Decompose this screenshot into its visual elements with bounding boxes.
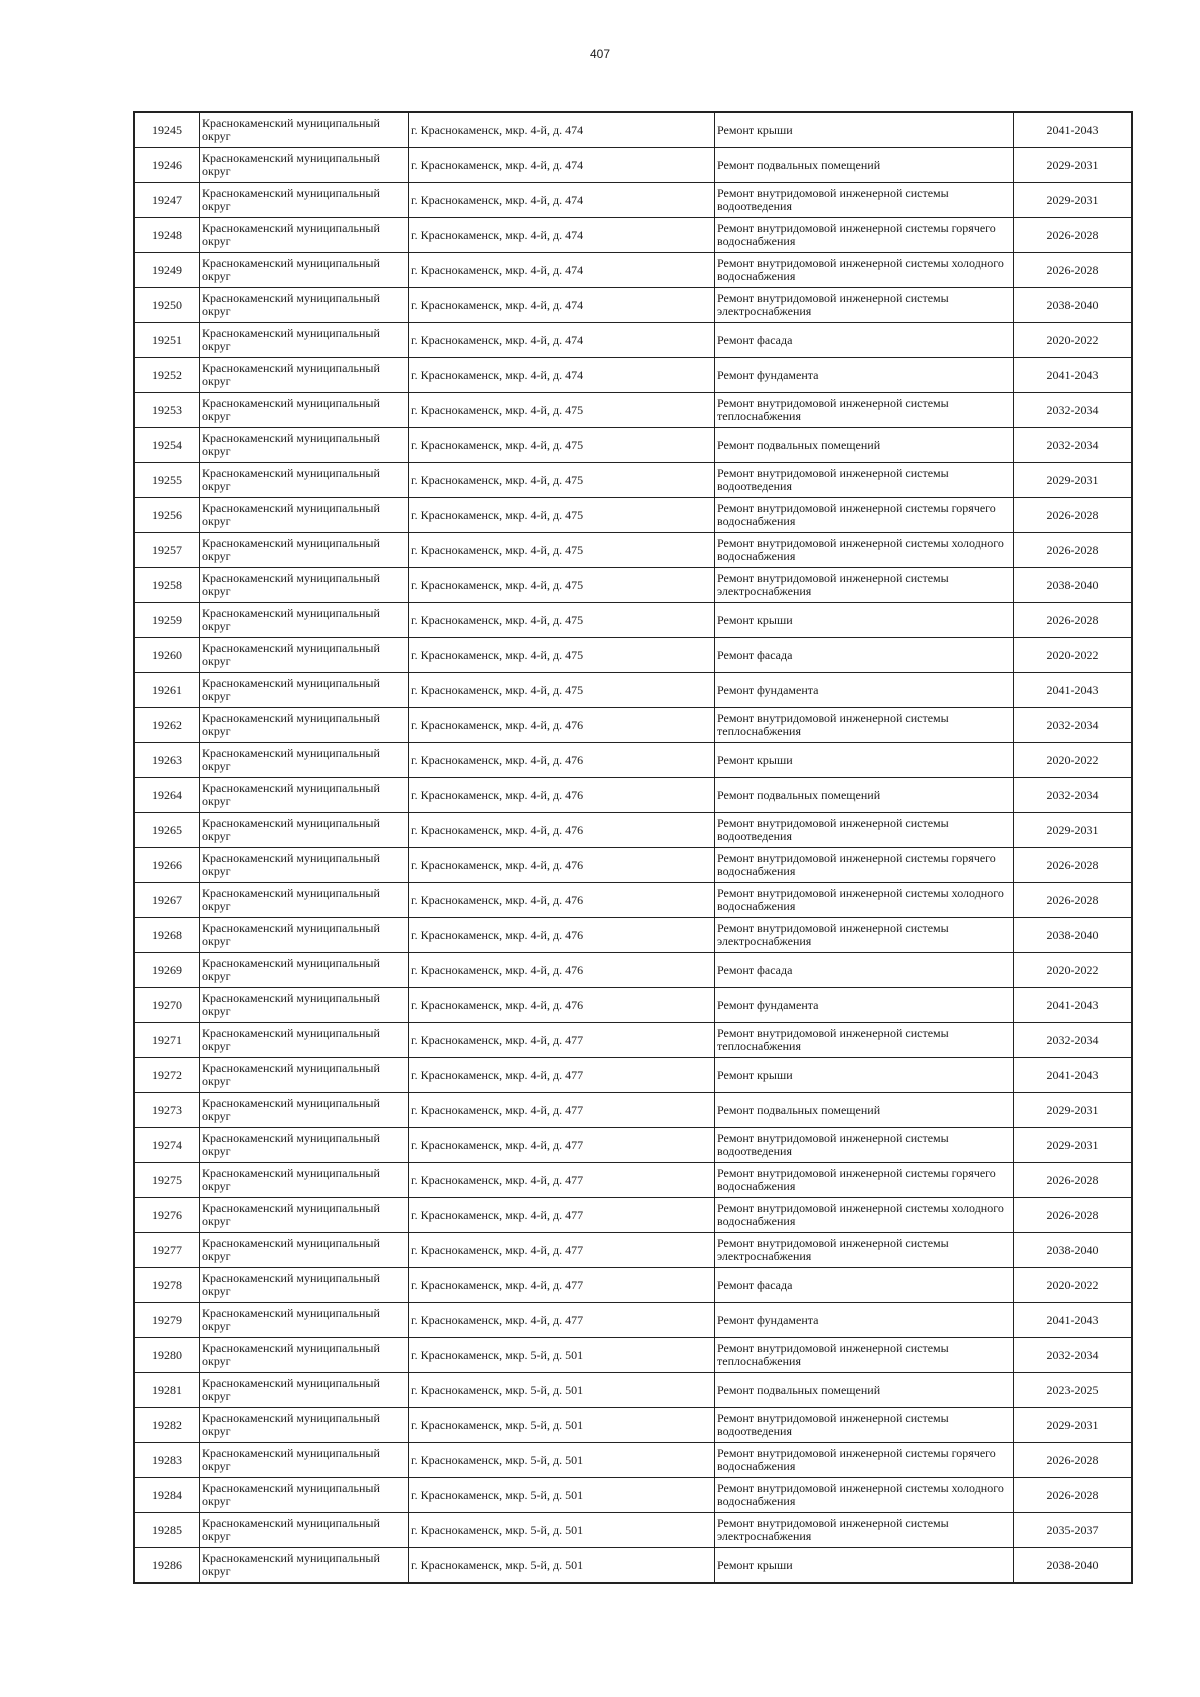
cell-municipality: Краснокаменский муниципальный округ <box>200 112 409 148</box>
table-row <box>134 603 1132 638</box>
cell-municipality: Краснокаменский муниципальный округ <box>200 848 409 883</box>
table-row <box>134 1233 1132 1268</box>
cell-record-number: 19247 <box>134 183 200 218</box>
cell-work-type: Ремонт внутридомовой инженерной системы водоотведения <box>715 463 1014 498</box>
cell-period: 2026-2028 <box>1014 603 1133 638</box>
cell-address: г. Краснокаменск, мкр. 4-й, д. 474 <box>409 218 715 253</box>
cell-record-number: 19277 <box>134 1233 200 1268</box>
cell-address: г. Краснокаменск, мкр. 4-й, д. 475 <box>409 393 715 428</box>
cell-record-number: 19255 <box>134 463 200 498</box>
cell-work-type: Ремонт внутридомовой инженерной системы горячего водоснабжения <box>715 1163 1014 1198</box>
cell-work-type: Ремонт фасада <box>715 323 1014 358</box>
cell-work-type: Ремонт крыши <box>715 1058 1014 1093</box>
cell-work-type: Ремонт фасада <box>715 1268 1014 1303</box>
cell-work-type: Ремонт внутридомовой инженерной системы горячего водоснабжения <box>715 218 1014 253</box>
cell-record-number: 19252 <box>134 358 200 393</box>
cell-municipality: Краснокаменский муниципальный округ <box>200 883 409 918</box>
cell-work-type: Ремонт подвальных помещений <box>715 1373 1014 1408</box>
cell-record-number: 19257 <box>134 533 200 568</box>
table-row <box>134 253 1132 288</box>
cell-work-type: Ремонт внутридомовой инженерной системы горячего водоснабжения <box>715 848 1014 883</box>
table-row <box>134 883 1132 918</box>
cell-municipality: Краснокаменский муниципальный округ <box>200 673 409 708</box>
cell-period: 2032-2034 <box>1014 778 1133 813</box>
cell-period: 2038-2040 <box>1014 918 1133 953</box>
cell-address: г. Краснокаменск, мкр. 4-й, д. 475 <box>409 568 715 603</box>
cell-address: г. Краснокаменск, мкр. 4-й, д. 476 <box>409 988 715 1023</box>
table-row <box>134 1058 1132 1093</box>
cell-work-type: Ремонт внутридомовой инженерной системы теплоснабжения <box>715 708 1014 743</box>
cell-address: г. Краснокаменск, мкр. 4-й, д. 476 <box>409 918 715 953</box>
cell-work-type: Ремонт подвальных помещений <box>715 778 1014 813</box>
cell-work-type: Ремонт внутридомовой инженерной системы водоотведения <box>715 813 1014 848</box>
cell-record-number: 19279 <box>134 1303 200 1338</box>
cell-municipality: Краснокаменский муниципальный округ <box>200 778 409 813</box>
table-row <box>134 498 1132 533</box>
cell-period: 2041-2043 <box>1014 1303 1133 1338</box>
cell-municipality: Краснокаменский муниципальный округ <box>200 813 409 848</box>
cell-address: г. Краснокаменск, мкр. 4-й, д. 475 <box>409 638 715 673</box>
cell-work-type: Ремонт внутридомовой инженерной системы теплоснабжения <box>715 1023 1014 1058</box>
cell-period: 2026-2028 <box>1014 218 1133 253</box>
table-row <box>134 708 1132 743</box>
cell-period: 2032-2034 <box>1014 1338 1133 1373</box>
cell-work-type: Ремонт внутридомовой инженерной системы холодного водоснабжения <box>715 253 1014 288</box>
cell-period: 2041-2043 <box>1014 673 1133 708</box>
cell-period: 2038-2040 <box>1014 1548 1133 1584</box>
cell-period: 2032-2034 <box>1014 428 1133 463</box>
cell-address: г. Краснокаменск, мкр. 4-й, д. 477 <box>409 1198 715 1233</box>
cell-period: 2029-2031 <box>1014 183 1133 218</box>
cell-work-type: Ремонт внутридомовой инженерной системы электроснабжения <box>715 288 1014 323</box>
cell-municipality: Краснокаменский муниципальный округ <box>200 1513 409 1548</box>
cell-address: г. Краснокаменск, мкр. 5-й, д. 501 <box>409 1443 715 1478</box>
cell-work-type: Ремонт фундамента <box>715 358 1014 393</box>
cell-record-number: 19270 <box>134 988 200 1023</box>
cell-period: 2026-2028 <box>1014 498 1133 533</box>
cell-municipality: Краснокаменский муниципальный округ <box>200 568 409 603</box>
cell-address: г. Краснокаменск, мкр. 4-й, д. 476 <box>409 813 715 848</box>
cell-work-type: Ремонт внутридомовой инженерной системы водоотведения <box>715 183 1014 218</box>
table-row <box>134 1338 1132 1373</box>
cell-address: г. Краснокаменск, мкр. 4-й, д. 477 <box>409 1023 715 1058</box>
cell-record-number: 19260 <box>134 638 200 673</box>
cell-address: г. Краснокаменск, мкр. 4-й, д. 474 <box>409 358 715 393</box>
cell-work-type: Ремонт внутридомовой инженерной системы электроснабжения <box>715 568 1014 603</box>
cell-municipality: Краснокаменский муниципальный округ <box>200 1548 409 1584</box>
cell-period: 2038-2040 <box>1014 288 1133 323</box>
cell-municipality: Краснокаменский муниципальный округ <box>200 148 409 183</box>
table-row <box>134 1478 1132 1513</box>
cell-work-type: Ремонт внутридомовой инженерной системы электроснабжения <box>715 1233 1014 1268</box>
cell-address: г. Краснокаменск, мкр. 4-й, д. 476 <box>409 953 715 988</box>
cell-record-number: 19281 <box>134 1373 200 1408</box>
cell-period: 2026-2028 <box>1014 253 1133 288</box>
cell-period: 2023-2025 <box>1014 1373 1133 1408</box>
cell-municipality: Краснокаменский муниципальный округ <box>200 1023 409 1058</box>
table-row <box>134 918 1132 953</box>
cell-record-number: 19265 <box>134 813 200 848</box>
table-row <box>134 463 1132 498</box>
cell-address: г. Краснокаменск, мкр. 4-й, д. 475 <box>409 498 715 533</box>
table-row <box>134 148 1132 183</box>
cell-record-number: 19261 <box>134 673 200 708</box>
cell-address: г. Краснокаменск, мкр. 4-й, д. 475 <box>409 673 715 708</box>
cell-record-number: 19280 <box>134 1338 200 1373</box>
cell-address: г. Краснокаменск, мкр. 4-й, д. 477 <box>409 1163 715 1198</box>
table-row <box>134 323 1132 358</box>
cell-record-number: 19283 <box>134 1443 200 1478</box>
cell-municipality: Краснокаменский муниципальный округ <box>200 1128 409 1163</box>
table-row <box>134 743 1132 778</box>
cell-period: 2020-2022 <box>1014 1268 1133 1303</box>
cell-municipality: Краснокаменский муниципальный округ <box>200 463 409 498</box>
table-row <box>134 1128 1132 1163</box>
cell-municipality: Краснокаменский муниципальный округ <box>200 1303 409 1338</box>
cell-record-number: 19268 <box>134 918 200 953</box>
cell-work-type: Ремонт внутридомовой инженерной системы электроснабжения <box>715 1513 1014 1548</box>
table-row <box>134 673 1132 708</box>
cell-period: 2041-2043 <box>1014 358 1133 393</box>
cell-municipality: Краснокаменский муниципальный округ <box>200 288 409 323</box>
table-row <box>134 568 1132 603</box>
cell-municipality: Краснокаменский муниципальный округ <box>200 1443 409 1478</box>
table-row <box>134 1198 1132 1233</box>
cell-municipality: Краснокаменский муниципальный округ <box>200 183 409 218</box>
cell-record-number: 19271 <box>134 1023 200 1058</box>
cell-record-number: 19284 <box>134 1478 200 1513</box>
cell-period: 2035-2037 <box>1014 1513 1133 1548</box>
cell-record-number: 19264 <box>134 778 200 813</box>
cell-address: г. Краснокаменск, мкр. 4-й, д. 477 <box>409 1058 715 1093</box>
cell-record-number: 19262 <box>134 708 200 743</box>
cell-record-number: 19251 <box>134 323 200 358</box>
cell-address: г. Краснокаменск, мкр. 5-й, д. 501 <box>409 1408 715 1443</box>
table-row <box>134 428 1132 463</box>
cell-work-type: Ремонт внутридомовой инженерной системы теплоснабжения <box>715 393 1014 428</box>
cell-record-number: 19249 <box>134 253 200 288</box>
cell-work-type: Ремонт внутридомовой инженерной системы водоотведения <box>715 1408 1014 1443</box>
cell-period: 2026-2028 <box>1014 848 1133 883</box>
table-row <box>134 1373 1132 1408</box>
cell-period: 2020-2022 <box>1014 953 1133 988</box>
cell-address: г. Краснокаменск, мкр. 4-й, д. 475 <box>409 428 715 463</box>
cell-record-number: 19248 <box>134 218 200 253</box>
cell-municipality: Краснокаменский муниципальный округ <box>200 498 409 533</box>
cell-work-type: Ремонт внутридомовой инженерной системы теплоснабжения <box>715 1338 1014 1373</box>
cell-period: 2026-2028 <box>1014 1443 1133 1478</box>
cell-period: 2029-2031 <box>1014 1408 1133 1443</box>
cell-record-number: 19259 <box>134 603 200 638</box>
cell-period: 2029-2031 <box>1014 1093 1133 1128</box>
table-row <box>134 848 1132 883</box>
cell-record-number: 19245 <box>134 112 200 148</box>
cell-period: 2026-2028 <box>1014 1478 1133 1513</box>
table-row <box>134 218 1132 253</box>
cell-municipality: Краснокаменский муниципальный округ <box>200 638 409 673</box>
cell-address: г. Краснокаменск, мкр. 4-й, д. 474 <box>409 253 715 288</box>
cell-municipality: Краснокаменский муниципальный округ <box>200 323 409 358</box>
table-row <box>134 1408 1132 1443</box>
cell-record-number: 19250 <box>134 288 200 323</box>
cell-work-type: Ремонт внутридомовой инженерной системы холодного водоснабжения <box>715 1478 1014 1513</box>
table-row <box>134 988 1132 1023</box>
cell-record-number: 19276 <box>134 1198 200 1233</box>
cell-record-number: 19269 <box>134 953 200 988</box>
cell-period: 2029-2031 <box>1014 463 1133 498</box>
cell-record-number: 19253 <box>134 393 200 428</box>
cell-municipality: Краснокаменский муниципальный округ <box>200 1268 409 1303</box>
cell-record-number: 19256 <box>134 498 200 533</box>
cell-municipality: Краснокаменский муниципальный округ <box>200 1338 409 1373</box>
cell-record-number: 19254 <box>134 428 200 463</box>
cell-work-type: Ремонт фасада <box>715 638 1014 673</box>
page-number: 407 <box>589 47 611 61</box>
cell-address: г. Краснокаменск, мкр. 5-й, д. 501 <box>409 1548 715 1584</box>
cell-work-type: Ремонт крыши <box>715 743 1014 778</box>
cell-address: г. Краснокаменск, мкр. 4-й, д. 476 <box>409 883 715 918</box>
cell-address: г. Краснокаменск, мкр. 4-й, д. 476 <box>409 708 715 743</box>
cell-municipality: Краснокаменский муниципальный округ <box>200 1198 409 1233</box>
cell-municipality: Краснокаменский муниципальный округ <box>200 1163 409 1198</box>
table-body <box>134 112 1132 1583</box>
table-row <box>134 1163 1132 1198</box>
cell-municipality: Краснокаменский муниципальный округ <box>200 918 409 953</box>
cell-address: г. Краснокаменск, мкр. 4-й, д. 477 <box>409 1233 715 1268</box>
cell-work-type: Ремонт подвальных помещений <box>715 148 1014 183</box>
cell-municipality: Краснокаменский муниципальный округ <box>200 708 409 743</box>
cell-work-type: Ремонт фундамента <box>715 673 1014 708</box>
cell-record-number: 19285 <box>134 1513 200 1548</box>
cell-period: 2032-2034 <box>1014 708 1133 743</box>
cell-record-number: 19275 <box>134 1163 200 1198</box>
cell-work-type: Ремонт внутридомовой инженерной системы холодного водоснабжения <box>715 533 1014 568</box>
cell-address: г. Краснокаменск, мкр. 4-й, д. 474 <box>409 112 715 148</box>
cell-municipality: Краснокаменский муниципальный округ <box>200 1478 409 1513</box>
cell-address: г. Краснокаменск, мкр. 4-й, д. 477 <box>409 1303 715 1338</box>
cell-period: 2020-2022 <box>1014 638 1133 673</box>
cell-period: 2029-2031 <box>1014 813 1133 848</box>
cell-address: г. Краснокаменск, мкр. 4-й, д. 474 <box>409 183 715 218</box>
cell-municipality: Краснокаменский муниципальный округ <box>200 218 409 253</box>
cell-address: г. Краснокаменск, мкр. 4-й, д. 477 <box>409 1093 715 1128</box>
cell-municipality: Краснокаменский муниципальный округ <box>200 953 409 988</box>
table-row <box>134 1268 1132 1303</box>
cell-period: 2026-2028 <box>1014 533 1133 568</box>
table-row <box>134 1513 1132 1548</box>
cell-work-type: Ремонт фундамента <box>715 988 1014 1023</box>
cell-municipality: Краснокаменский муниципальный округ <box>200 1093 409 1128</box>
cell-work-type: Ремонт крыши <box>715 112 1014 148</box>
cell-municipality: Краснокаменский муниципальный округ <box>200 1233 409 1268</box>
cell-record-number: 19286 <box>134 1548 200 1584</box>
cell-work-type: Ремонт фасада <box>715 953 1014 988</box>
table-row <box>134 1443 1132 1478</box>
cell-record-number: 19273 <box>134 1093 200 1128</box>
cell-period: 2041-2043 <box>1014 988 1133 1023</box>
cell-record-number: 19263 <box>134 743 200 778</box>
cell-municipality: Краснокаменский муниципальный округ <box>200 743 409 778</box>
table-row <box>134 183 1132 218</box>
cell-record-number: 19274 <box>134 1128 200 1163</box>
cell-municipality: Краснокаменский муниципальный округ <box>200 428 409 463</box>
cell-address: г. Краснокаменск, мкр. 4-й, д. 474 <box>409 323 715 358</box>
cell-period: 2038-2040 <box>1014 1233 1133 1268</box>
repair-schedule-table <box>133 111 1133 1584</box>
table-row <box>134 358 1132 393</box>
table-row <box>134 638 1132 673</box>
cell-record-number: 19246 <box>134 148 200 183</box>
cell-period: 2038-2040 <box>1014 568 1133 603</box>
cell-period: 2026-2028 <box>1014 1198 1133 1233</box>
cell-address: г. Краснокаменск, мкр. 4-й, д. 474 <box>409 148 715 183</box>
table-row <box>134 813 1132 848</box>
cell-address: г. Краснокаменск, мкр. 4-й, д. 476 <box>409 743 715 778</box>
table-row <box>134 112 1132 148</box>
cell-municipality: Краснокаменский муниципальный округ <box>200 603 409 638</box>
cell-address: г. Краснокаменск, мкр. 4-й, д. 477 <box>409 1128 715 1163</box>
cell-period: 2029-2031 <box>1014 1128 1133 1163</box>
cell-address: г. Краснокаменск, мкр. 5-й, д. 501 <box>409 1513 715 1548</box>
cell-municipality: Краснокаменский муниципальный округ <box>200 393 409 428</box>
cell-municipality: Краснокаменский муниципальный округ <box>200 253 409 288</box>
cell-work-type: Ремонт крыши <box>715 603 1014 638</box>
cell-work-type: Ремонт фундамента <box>715 1303 1014 1338</box>
cell-address: г. Краснокаменск, мкр. 5-й, д. 501 <box>409 1478 715 1513</box>
cell-work-type: Ремонт крыши <box>715 1548 1014 1584</box>
cell-address: г. Краснокаменск, мкр. 4-й, д. 477 <box>409 1268 715 1303</box>
cell-work-type: Ремонт внутридомовой инженерной системы горячего водоснабжения <box>715 498 1014 533</box>
cell-period: 2032-2034 <box>1014 393 1133 428</box>
cell-period: 2026-2028 <box>1014 883 1133 918</box>
cell-municipality: Краснокаменский муниципальный округ <box>200 533 409 568</box>
cell-period: 2041-2043 <box>1014 1058 1133 1093</box>
cell-work-type: Ремонт подвальных помещений <box>715 1093 1014 1128</box>
table-row <box>134 778 1132 813</box>
cell-period: 2020-2022 <box>1014 323 1133 358</box>
cell-period: 2032-2034 <box>1014 1023 1133 1058</box>
cell-record-number: 19267 <box>134 883 200 918</box>
cell-record-number: 19272 <box>134 1058 200 1093</box>
cell-address: г. Краснокаменск, мкр. 5-й, д. 501 <box>409 1338 715 1373</box>
table-row <box>134 1548 1132 1584</box>
table-row <box>134 533 1132 568</box>
cell-period: 2020-2022 <box>1014 743 1133 778</box>
table-row <box>134 1303 1132 1338</box>
cell-address: г. Краснокаменск, мкр. 4-й, д. 474 <box>409 288 715 323</box>
cell-record-number: 19266 <box>134 848 200 883</box>
table-row <box>134 288 1132 323</box>
cell-work-type: Ремонт подвальных помещений <box>715 428 1014 463</box>
cell-address: г. Краснокаменск, мкр. 4-й, д. 476 <box>409 848 715 883</box>
cell-address: г. Краснокаменск, мкр. 4-й, д. 475 <box>409 463 715 498</box>
cell-municipality: Краснокаменский муниципальный округ <box>200 1373 409 1408</box>
cell-municipality: Краснокаменский муниципальный округ <box>200 1058 409 1093</box>
cell-municipality: Краснокаменский муниципальный округ <box>200 1408 409 1443</box>
cell-work-type: Ремонт внутридомовой инженерной системы холодного водоснабжения <box>715 883 1014 918</box>
cell-municipality: Краснокаменский муниципальный округ <box>200 358 409 393</box>
cell-period: 2041-2043 <box>1014 112 1133 148</box>
cell-work-type: Ремонт внутридомовой инженерной системы электроснабжения <box>715 918 1014 953</box>
cell-work-type: Ремонт внутридомовой инженерной системы горячего водоснабжения <box>715 1443 1014 1478</box>
cell-address: г. Краснокаменск, мкр. 4-й, д. 475 <box>409 603 715 638</box>
table-row <box>134 1093 1132 1128</box>
cell-period: 2026-2028 <box>1014 1163 1133 1198</box>
cell-record-number: 19258 <box>134 568 200 603</box>
cell-address: г. Краснокаменск, мкр. 4-й, д. 476 <box>409 778 715 813</box>
cell-period: 2029-2031 <box>1014 148 1133 183</box>
cell-work-type: Ремонт внутридомовой инженерной системы холодного водоснабжения <box>715 1198 1014 1233</box>
cell-municipality: Краснокаменский муниципальный округ <box>200 988 409 1023</box>
table-row <box>134 953 1132 988</box>
cell-address: г. Краснокаменск, мкр. 5-й, д. 501 <box>409 1373 715 1408</box>
cell-record-number: 19282 <box>134 1408 200 1443</box>
cell-work-type: Ремонт внутридомовой инженерной системы водоотведения <box>715 1128 1014 1163</box>
table-row <box>134 393 1132 428</box>
cell-record-number: 19278 <box>134 1268 200 1303</box>
table-row <box>134 1023 1132 1058</box>
cell-address: г. Краснокаменск, мкр. 4-й, д. 475 <box>409 533 715 568</box>
